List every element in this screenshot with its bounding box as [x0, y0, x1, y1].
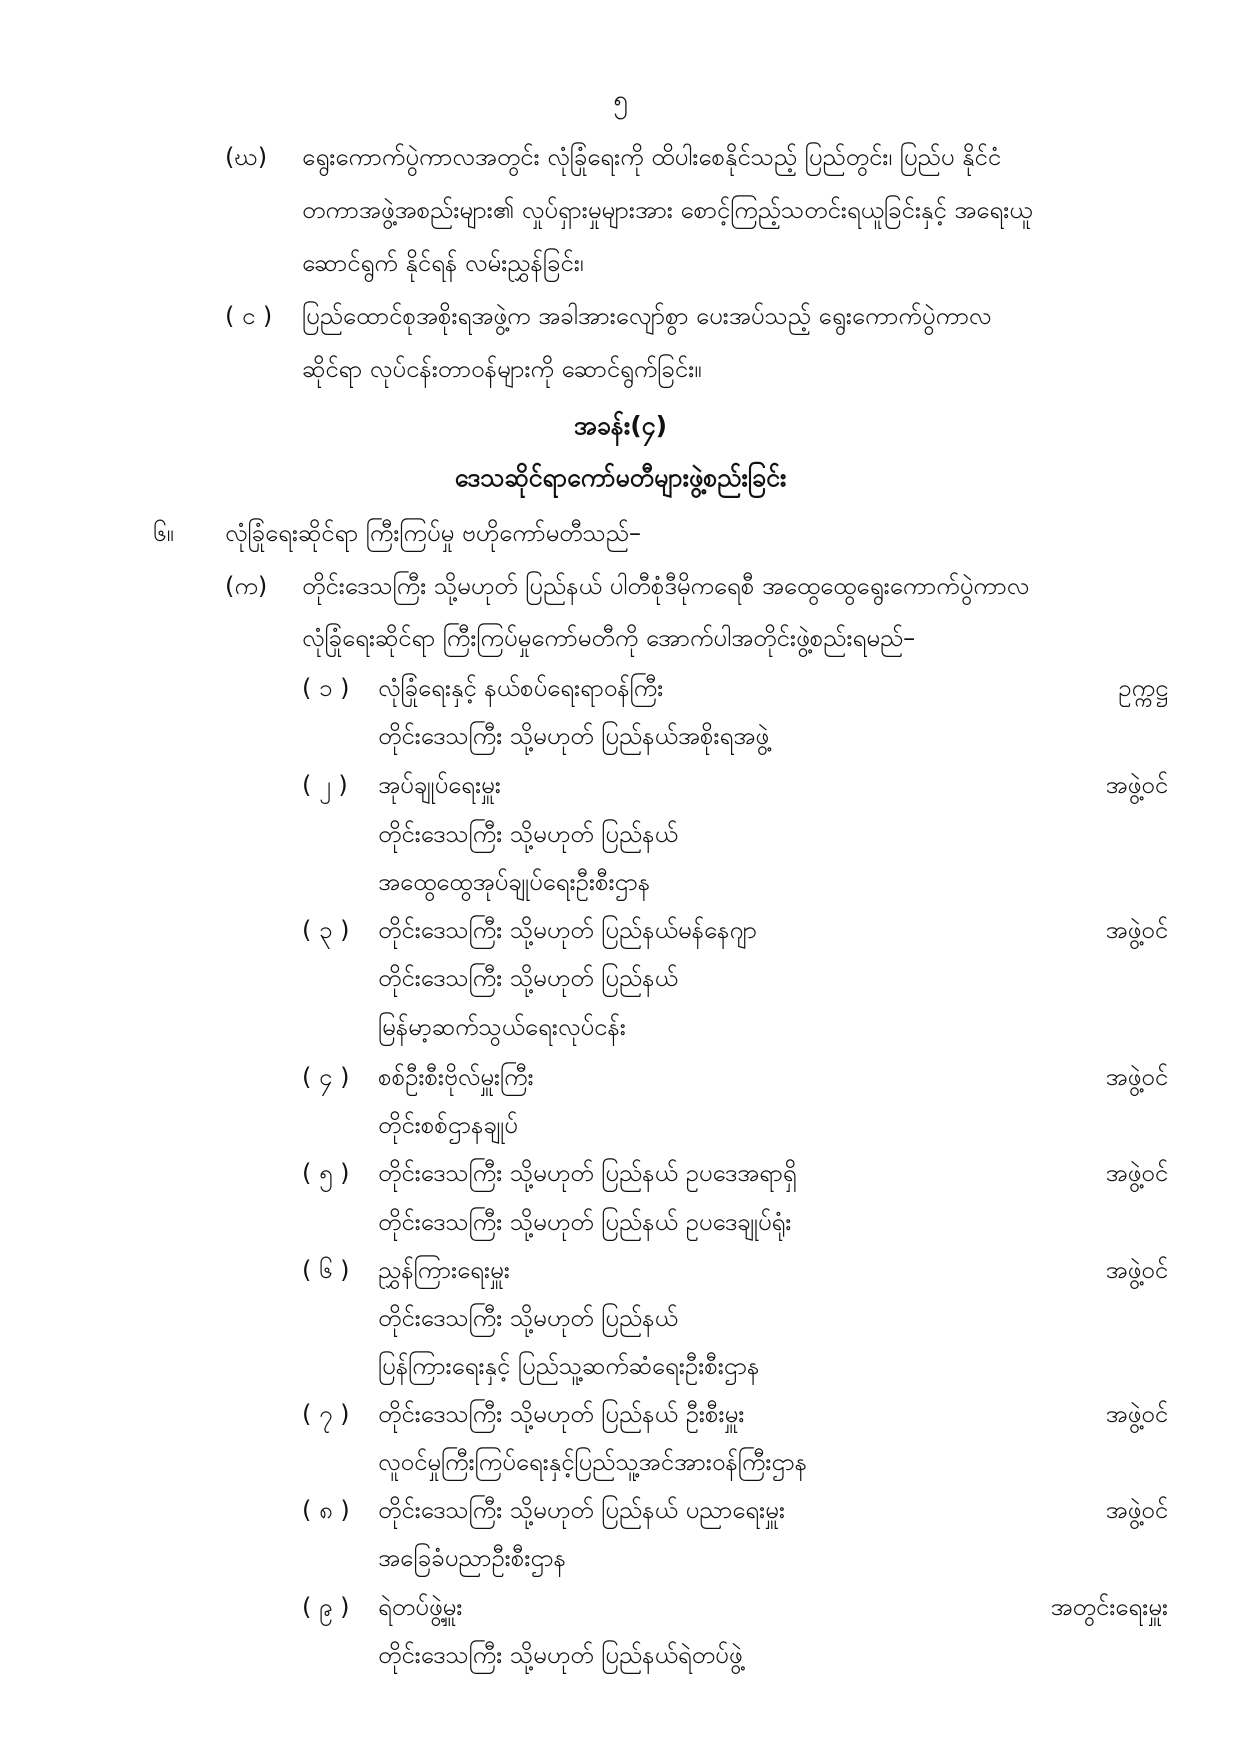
- clause-line: ရွေးကောက်ပွဲကာလအတွင်း လုံခြုံရေးကို ထိပါးစေနိုင်သည့် ပြည်တွင်း၊ ပြည်ပ နိုင်ငံ: [302, 143, 1002, 171]
- member-role: အဖွဲ့ဝင်: [1105, 1256, 1168, 1284]
- member-line: တိုင်းဒေသကြီး သို့မဟုတ် ပြည်နယ် ဦးစီးမှူး: [378, 1400, 745, 1428]
- member-line: တိုင်းဒေသကြီး သို့မဟုတ် ပြည်နယ်: [378, 1304, 678, 1332]
- member-line: စစ်ဦးစီးဗိုလ်မှူးကြီး: [378, 1063, 534, 1091]
- member-line: တိုင်းဒေသကြီး သို့မဟုတ် ပြည်နယ်ရဲတပ်ဖွဲ့: [378, 1641, 743, 1669]
- member-marker: ( ၅ ): [302, 1159, 350, 1187]
- clause-line: ဆိုင်ရာ လုပ်ငန်းတာဝန်များကို ဆောင်ရွက်ခြင်း။: [302, 355, 702, 383]
- subclause-line: တိုင်းဒေသကြီး သို့မဟုတ် ပြည်နယ် ပါတီစုံဒီမိုကရေစီ အထွေထွေရွေးကောက်ပွဲကာလ: [302, 572, 1030, 600]
- member-line: ညွှန်ကြားရေးမှူး: [378, 1256, 510, 1284]
- member-marker: ( ၈ ): [302, 1496, 350, 1524]
- subclause-line: လုံခြုံရေးဆိုင်ရာ ကြီးကြပ်မှုကော်မတီကို အောက်ပါအတိုင်းဖွဲ့စည်းရမည်–: [302, 624, 916, 652]
- member-marker: ( ၃ ): [302, 916, 350, 944]
- member-line: တိုင်းဒေသကြီး သို့မဟုတ် ပြည်နယ်အစိုးရအဖွဲ့: [378, 722, 770, 750]
- member-marker: ( ၇ ): [302, 1400, 350, 1428]
- chapter-number: အခန်း(၄): [573, 411, 668, 440]
- member-role: အဖွဲ့ဝင်: [1105, 1159, 1168, 1187]
- member-role: အဖွဲ့ဝင်: [1105, 1063, 1168, 1091]
- member-line: တိုင်းစစ်ဌာနချုပ်: [378, 1111, 518, 1139]
- member-line: အခြေခံပညာဦးစီးဌာန: [378, 1544, 566, 1572]
- member-role: အဖွဲ့ဝင်: [1105, 1496, 1168, 1524]
- member-line: အုပ်ချုပ်ရေးမှူး: [378, 771, 501, 799]
- member-marker: ( ၁ ): [302, 674, 350, 702]
- chapter-title: ဒေသဆိုင်ရာကော်မတီများဖွဲ့စည်းခြင်း: [454, 463, 787, 492]
- page-number: ၅: [613, 85, 628, 115]
- clause-line: ပြည်ထောင်စုအစိုးရအဖွဲ့က အခါအားလျော်စွာ ပေးအပ်သည့် ရွေးကောက်ပွဲကာလ: [302, 302, 992, 330]
- section-number: ၆။: [153, 519, 174, 547]
- clause-line: ဆောင်ရွက် နိုင်ရန် လမ်းညွှန်ခြင်း၊: [302, 249, 584, 277]
- member-marker: ( ၂ ): [302, 771, 348, 799]
- member-line: ရဲတပ်ဖွဲ့မှူး: [378, 1593, 463, 1621]
- member-line: မြန်မာ့ဆက်သွယ်ရေးလုပ်ငန်း: [378, 1013, 626, 1041]
- section-text: လုံခြုံရေးဆိုင်ရာ ကြီးကြပ်မှု ဗဟိုကော်မတီသည်–: [225, 519, 641, 547]
- member-line: လူဝင်မှုကြီးကြပ်ရေးနှင့်ပြည်သူ့အင်အားဝန်ကြီးဌာန: [378, 1448, 807, 1476]
- member-line: အထွေထွေအုပ်ချုပ်ရေးဦးစီးဌာန: [378, 868, 651, 896]
- member-line: တိုင်းဒေသကြီး သို့မဟုတ် ပြည်နယ် ဥပဒေချုပ်ရုံး: [378, 1208, 792, 1236]
- member-marker: ( ၄ ): [302, 1063, 350, 1091]
- member-role: အဖွဲ့ဝင်: [1105, 916, 1168, 944]
- member-line: တိုင်းဒေသကြီး သို့မဟုတ် ပြည်နယ်မန်နေဂျာ: [378, 916, 757, 944]
- member-line: တိုင်းဒေသကြီး သို့မဟုတ် ပြည်နယ် ပညာရေးမှူး: [378, 1496, 785, 1524]
- clause-marker: ( င ): [225, 302, 273, 330]
- clause-marker: (ဃ): [225, 143, 268, 171]
- clause-line: တကာအဖွဲ့အစည်းများ၏ လှုပ်ရှားမှုများအား စောင့်ကြည့်သတင်းရယူခြင်းနှင့် အရေးယူ: [302, 196, 1033, 224]
- member-marker: ( ၉ ): [302, 1593, 350, 1621]
- member-line: တိုင်းဒေသကြီး သို့မဟုတ် ပြည်နယ်: [378, 964, 678, 992]
- subclause-marker: (က): [225, 572, 268, 600]
- member-role: အဖွဲ့ဝင်: [1105, 771, 1168, 799]
- member-line: လုံခြုံရေးနှင့် နယ်စပ်ရေးရာဝန်ကြီး: [378, 674, 664, 702]
- member-line: တိုင်းဒေသကြီး သို့မဟုတ် ပြည်နယ် ဥပဒေအရာရှိ: [378, 1159, 797, 1187]
- member-role: အတွင်းရေးမှူး: [1050, 1593, 1168, 1621]
- member-line: တိုင်းဒေသကြီး သို့မဟုတ် ပြည်နယ်: [378, 820, 678, 848]
- member-marker: ( ၆ ): [302, 1256, 350, 1284]
- member-role: အဖွဲ့ဝင်: [1105, 1400, 1168, 1428]
- member-line: ပြန်ကြားရေးနှင့် ပြည်သူ့ဆက်ဆံရေးဦးစီးဌာန: [378, 1352, 760, 1380]
- member-role: ဥက္ကဋ္ဌ: [1118, 674, 1168, 702]
